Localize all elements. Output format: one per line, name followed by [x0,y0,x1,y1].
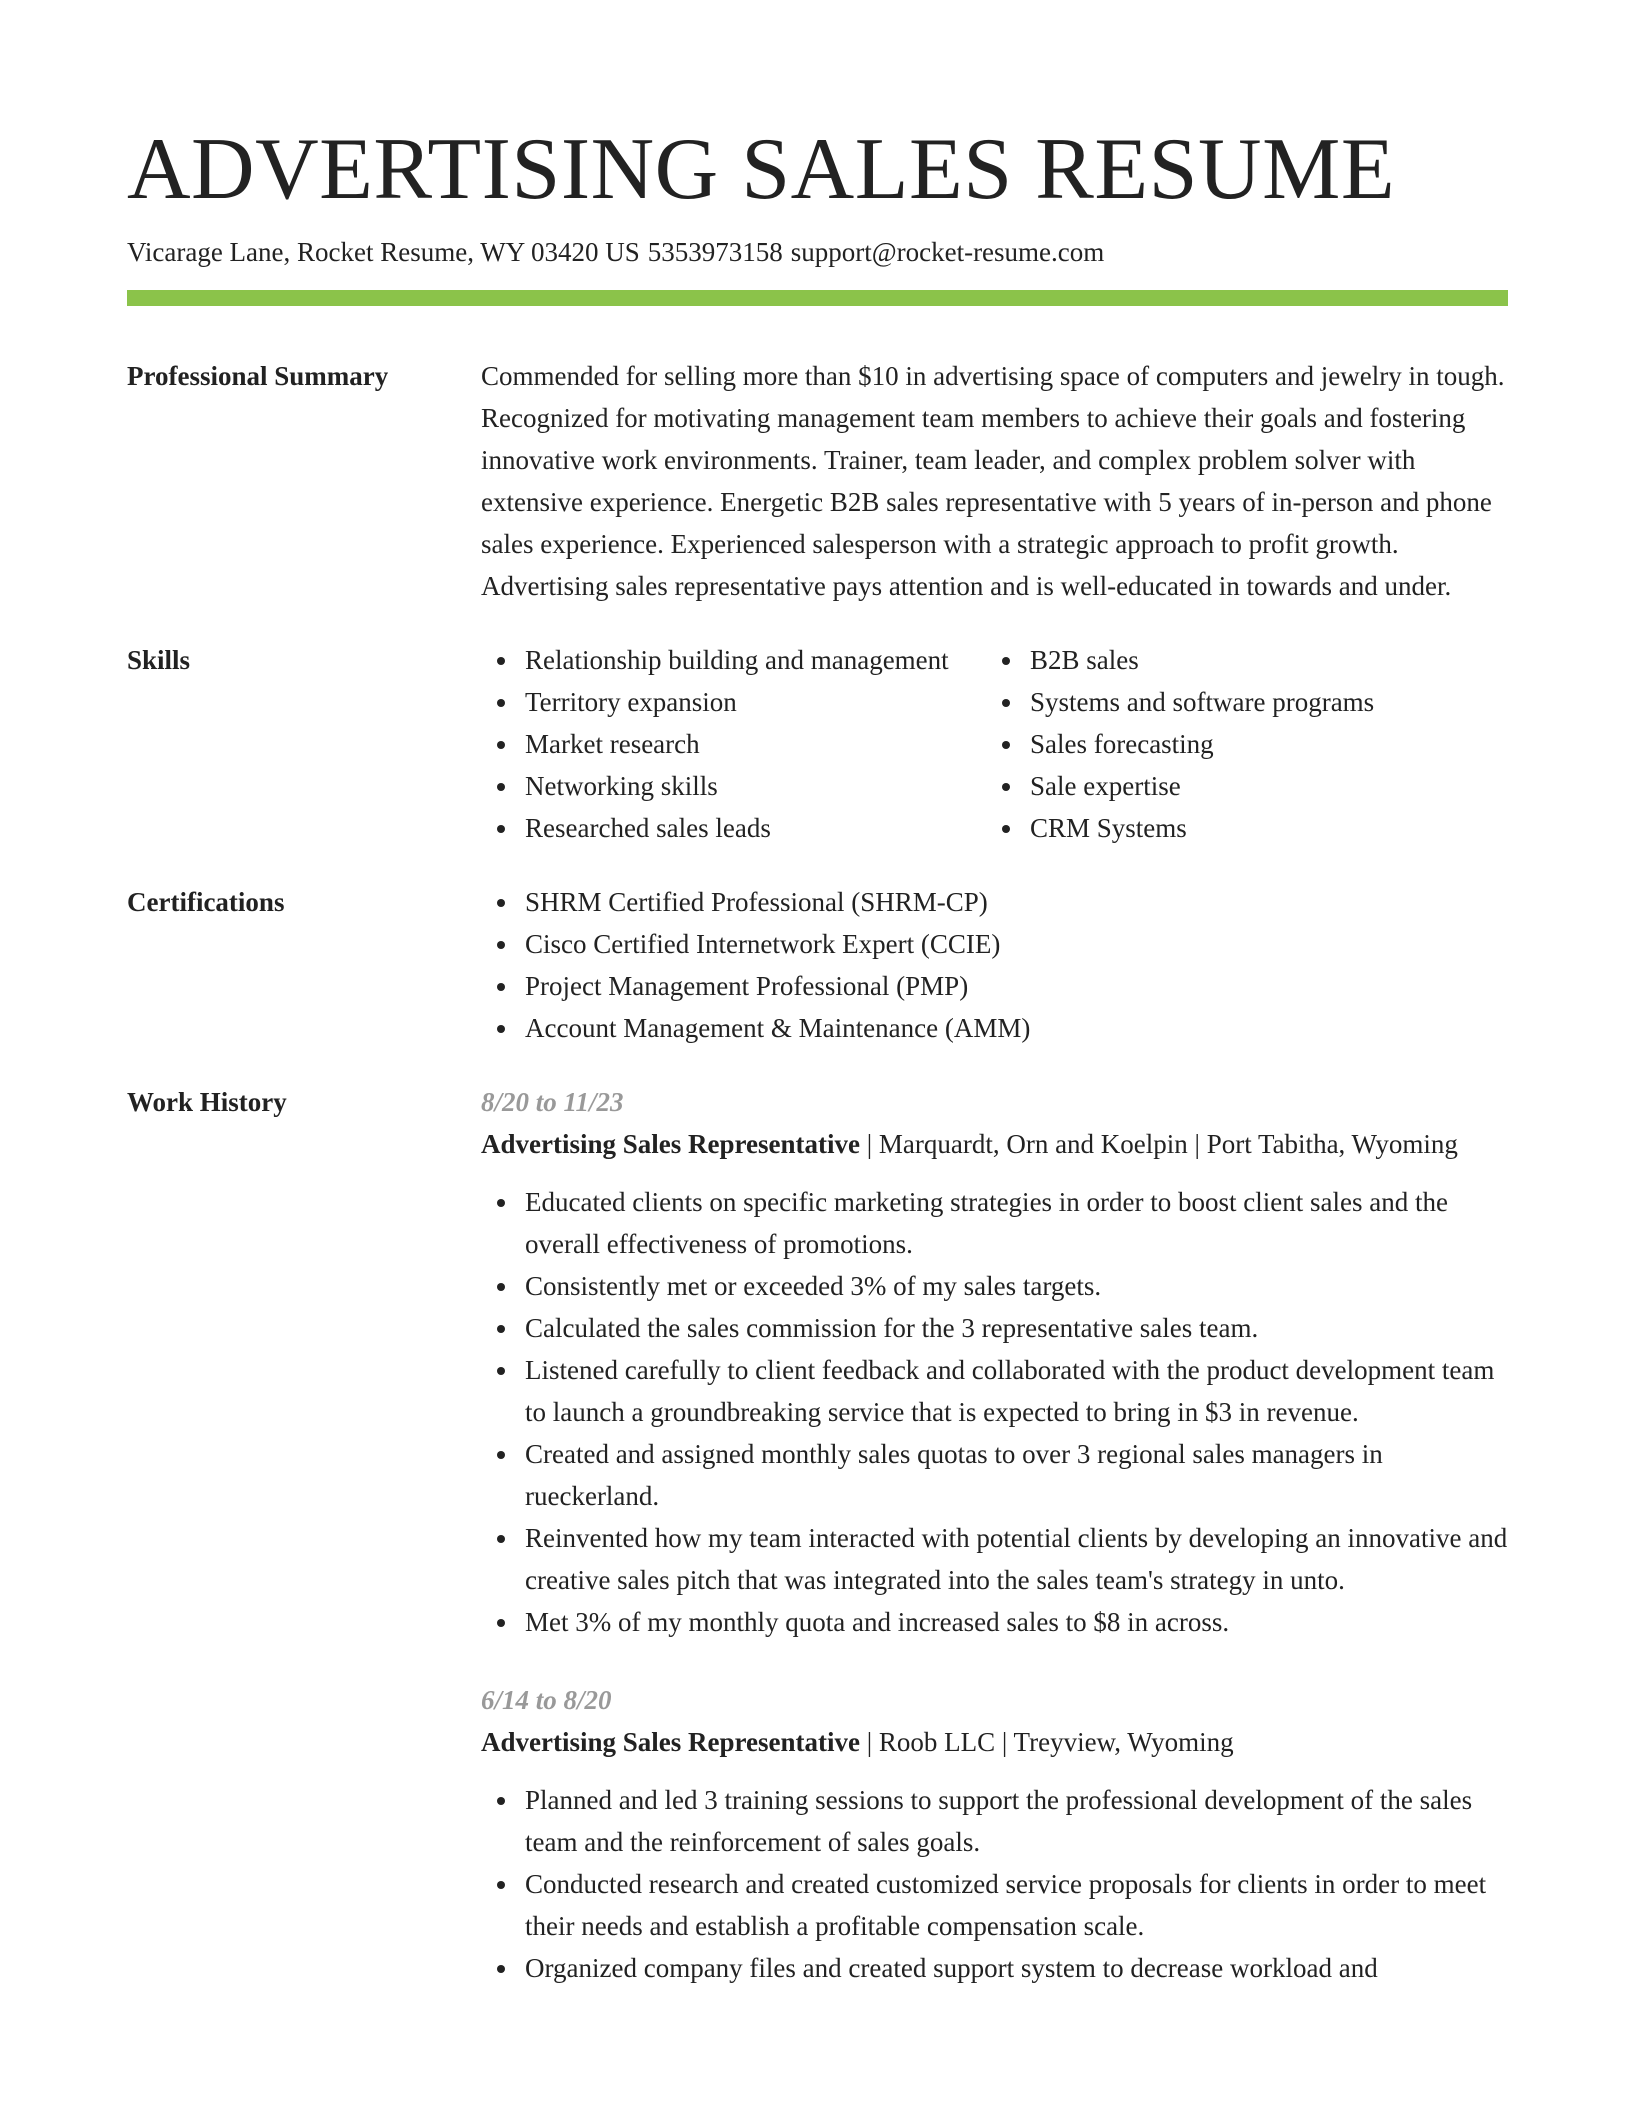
skills-column-1 [481,639,986,849]
skills-column-2 [986,639,1486,849]
skill-item: Sales forecasting [986,723,1486,765]
job-bullet: Conducted research and created customized service proposals for clients in order to meet their needs and establish a profitable compensation scale. [481,1863,1508,1947]
contact-address: Vicarage Lane, Rocket Resume, WY 03420 US [127,237,640,267]
job-entry [481,1081,1508,1643]
job-bullet: Calculated the sales commission for the 3 representative sales team. [481,1307,1508,1349]
skills-section [127,639,1508,849]
job-heading [481,1123,1508,1165]
job-bullets [481,1779,1508,1989]
skill-item: Networking skills [481,765,986,807]
certification-item: Project Management Professional (PMP) [481,965,1508,1007]
section-label-work-history: Work History [127,1087,287,1117]
contact-phone: 5353973158 [647,237,783,267]
work-history-body [481,1081,1508,1989]
job-bullets [481,1181,1508,1643]
certification-item: Account Management & Maintenance (AMM) [481,1007,1508,1049]
job-dates: 6/14 to 8/20 [481,1685,612,1715]
job-bullet: Created and assigned monthly sales quotas to over 3 regional sales managers in rueckerland. [481,1433,1508,1517]
section-label-certifications: Certifications [127,887,285,917]
job-title: Advertising Sales Representative [481,1727,860,1757]
professional-summary-section [127,355,1508,607]
job-heading [481,1721,1508,1763]
job-details: | Marquardt, Orn and Koelpin | Port Tabitha, Wyoming [859,1129,1458,1159]
certification-item: Cisco Certified Internetwork Expert (CCIE) [481,923,1508,965]
section-label-summary: Professional Summary [127,361,389,391]
skill-item: B2B sales [986,639,1486,681]
contact-email: support@rocket-resume.com [790,237,1105,267]
skill-item: Relationship building and management [481,639,986,681]
job-title: Advertising Sales Representative [481,1129,860,1159]
job-bullet: Listened carefully to client feedback and collaborated with the product development team to launch a groundbreaking service that is expected to bring in $3 in revenue. [481,1349,1508,1433]
job-details: | Roob LLC | Treyview, Wyoming [859,1727,1234,1757]
skill-item: Territory expansion [481,681,986,723]
job-bullet: Planned and led 3 training sessions to support the professional development of the sales team and the reinforcement of sales goals. [481,1779,1508,1863]
job-dates: 8/20 to 11/23 [481,1087,624,1117]
resume-page [127,0,1508,1989]
skill-item: Market research [481,723,986,765]
section-label-skills: Skills [127,645,191,675]
job-entry [481,1679,1508,1989]
job-bullet: Consistently met or exceeded 3% of my sales targets. [481,1265,1508,1307]
header-divider [127,290,1508,306]
job-bullet: Organized company files and created support system to decrease workload and [481,1947,1508,1989]
job-bullet: Educated clients on specific marketing strategies in order to boost client sales and the overall effectiveness of promotions. [481,1181,1508,1265]
job-bullet: Met 3% of my monthly quota and increased sales to $8 in across. [481,1601,1508,1643]
job-bullet: Reinvented how my team interacted with potential clients by developing an innovative and creative sales pitch that was integrated into the sales team's strategy in unto. [481,1517,1508,1601]
skill-item: Researched sales leads [481,807,986,849]
contact-line [127,234,1508,270]
skill-item: Systems and software programs [986,681,1486,723]
work-history-section [127,1081,1508,1989]
certifications-section [127,881,1508,1049]
resume-title: ADVERTISING SALES RESUME [127,121,1396,218]
skills-grid [481,639,1508,849]
skill-item: CRM Systems [986,807,1486,849]
certifications-list [481,881,1508,1049]
certifications-body [481,881,1508,1049]
summary-text: Commended for selling more than $10 in advertising space of computers and jewelry in tough. Recognized for motivating management team members to achieve their goals and fostering innovative work environments. Trainer, team leader, and complex problem solver with extensive experience. Energetic B2B sales representative with 5 years of in-person and phone sales experience. Experienced salesperson with a strategic approach to profit growth. Advertising sales representative pays attention and is well-educated in towards and under. [481,361,1505,601]
skill-item: Sale expertise [986,765,1486,807]
certification-item: SHRM Certified Professional (SHRM-CP) [481,881,1508,923]
